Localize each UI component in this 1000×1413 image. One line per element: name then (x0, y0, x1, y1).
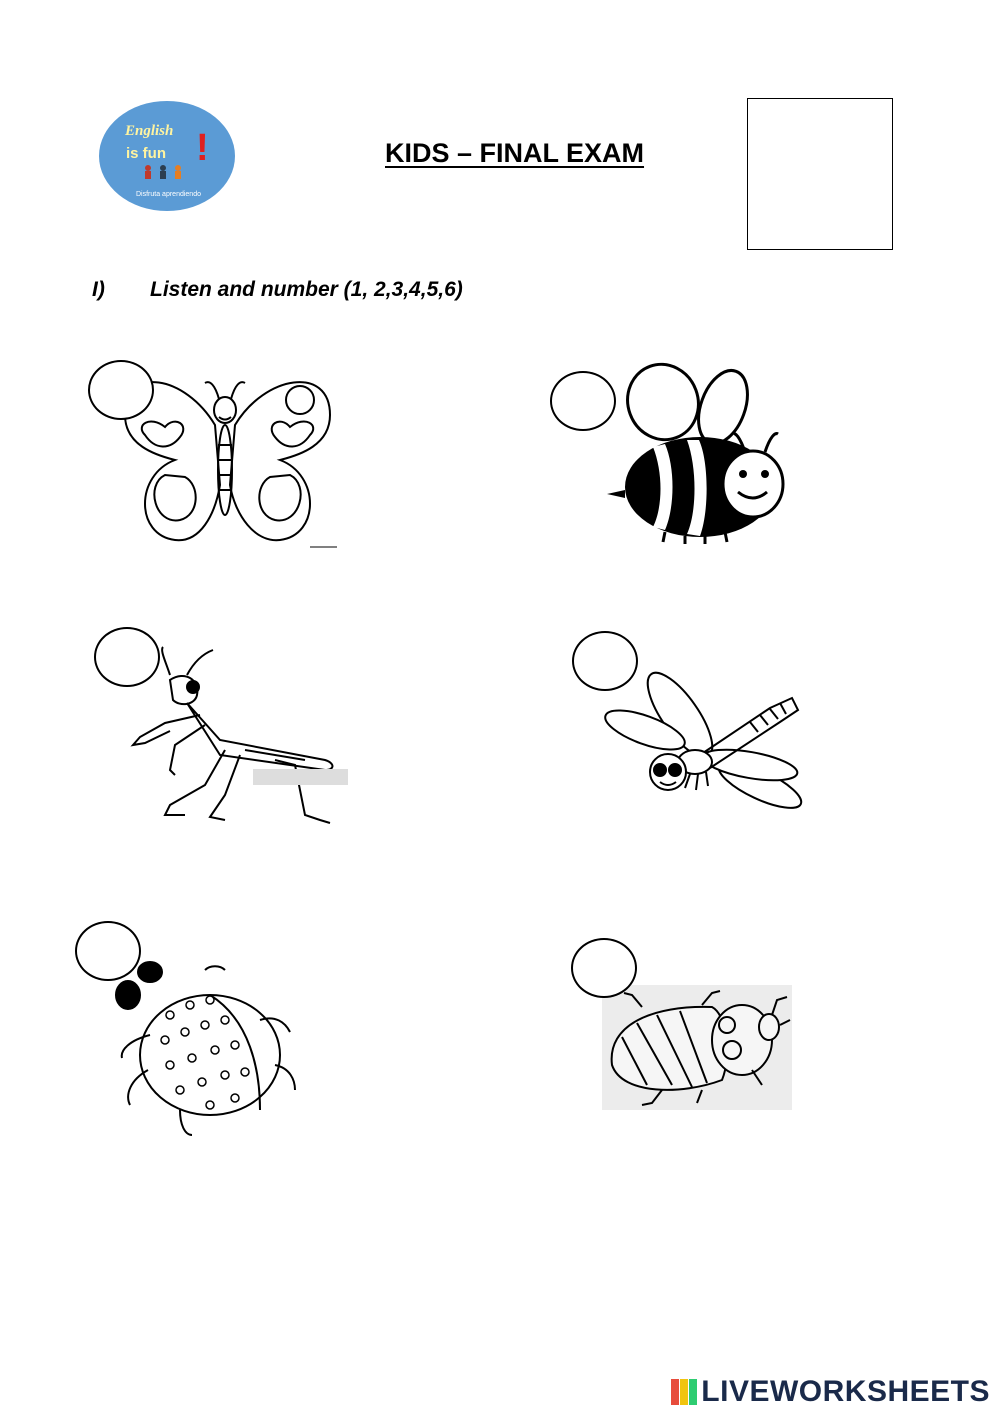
answer-bubble-6[interactable] (571, 938, 637, 998)
liveworksheets-logo-icon (671, 1379, 697, 1405)
answer-bubble-4[interactable] (572, 631, 638, 691)
kids-icon (145, 165, 181, 179)
question-instruction: Listen and number (1, 2,3,4,5,6) (150, 278, 463, 301)
liveworksheets-brand (671, 1375, 990, 1409)
dragonfly-icon (600, 670, 810, 835)
ladybug-icon (110, 960, 310, 1140)
english-is-fun-logo (98, 100, 236, 212)
answer-bubble-1[interactable] (88, 360, 154, 420)
answer-bubble-2[interactable] (550, 371, 616, 431)
logo-line1: English (125, 123, 174, 139)
question-number: I) (92, 278, 105, 301)
score-box[interactable] (747, 98, 893, 250)
answer-bubble-5[interactable] (75, 921, 141, 981)
answer-bubble-3[interactable] (94, 627, 160, 687)
logo-line2: is fun (126, 145, 166, 162)
mantis-icon (125, 645, 355, 830)
logo-exclaim: ! (196, 127, 209, 169)
beetle-icon (602, 985, 792, 1110)
logo-tagline: Disfruta aprendiendo (136, 191, 201, 198)
page-title: KIDS – FINAL EXAM (385, 138, 645, 168)
bee-icon (605, 362, 790, 547)
footer-brand-text: LIVEWORKSHEETS (701, 1375, 990, 1408)
